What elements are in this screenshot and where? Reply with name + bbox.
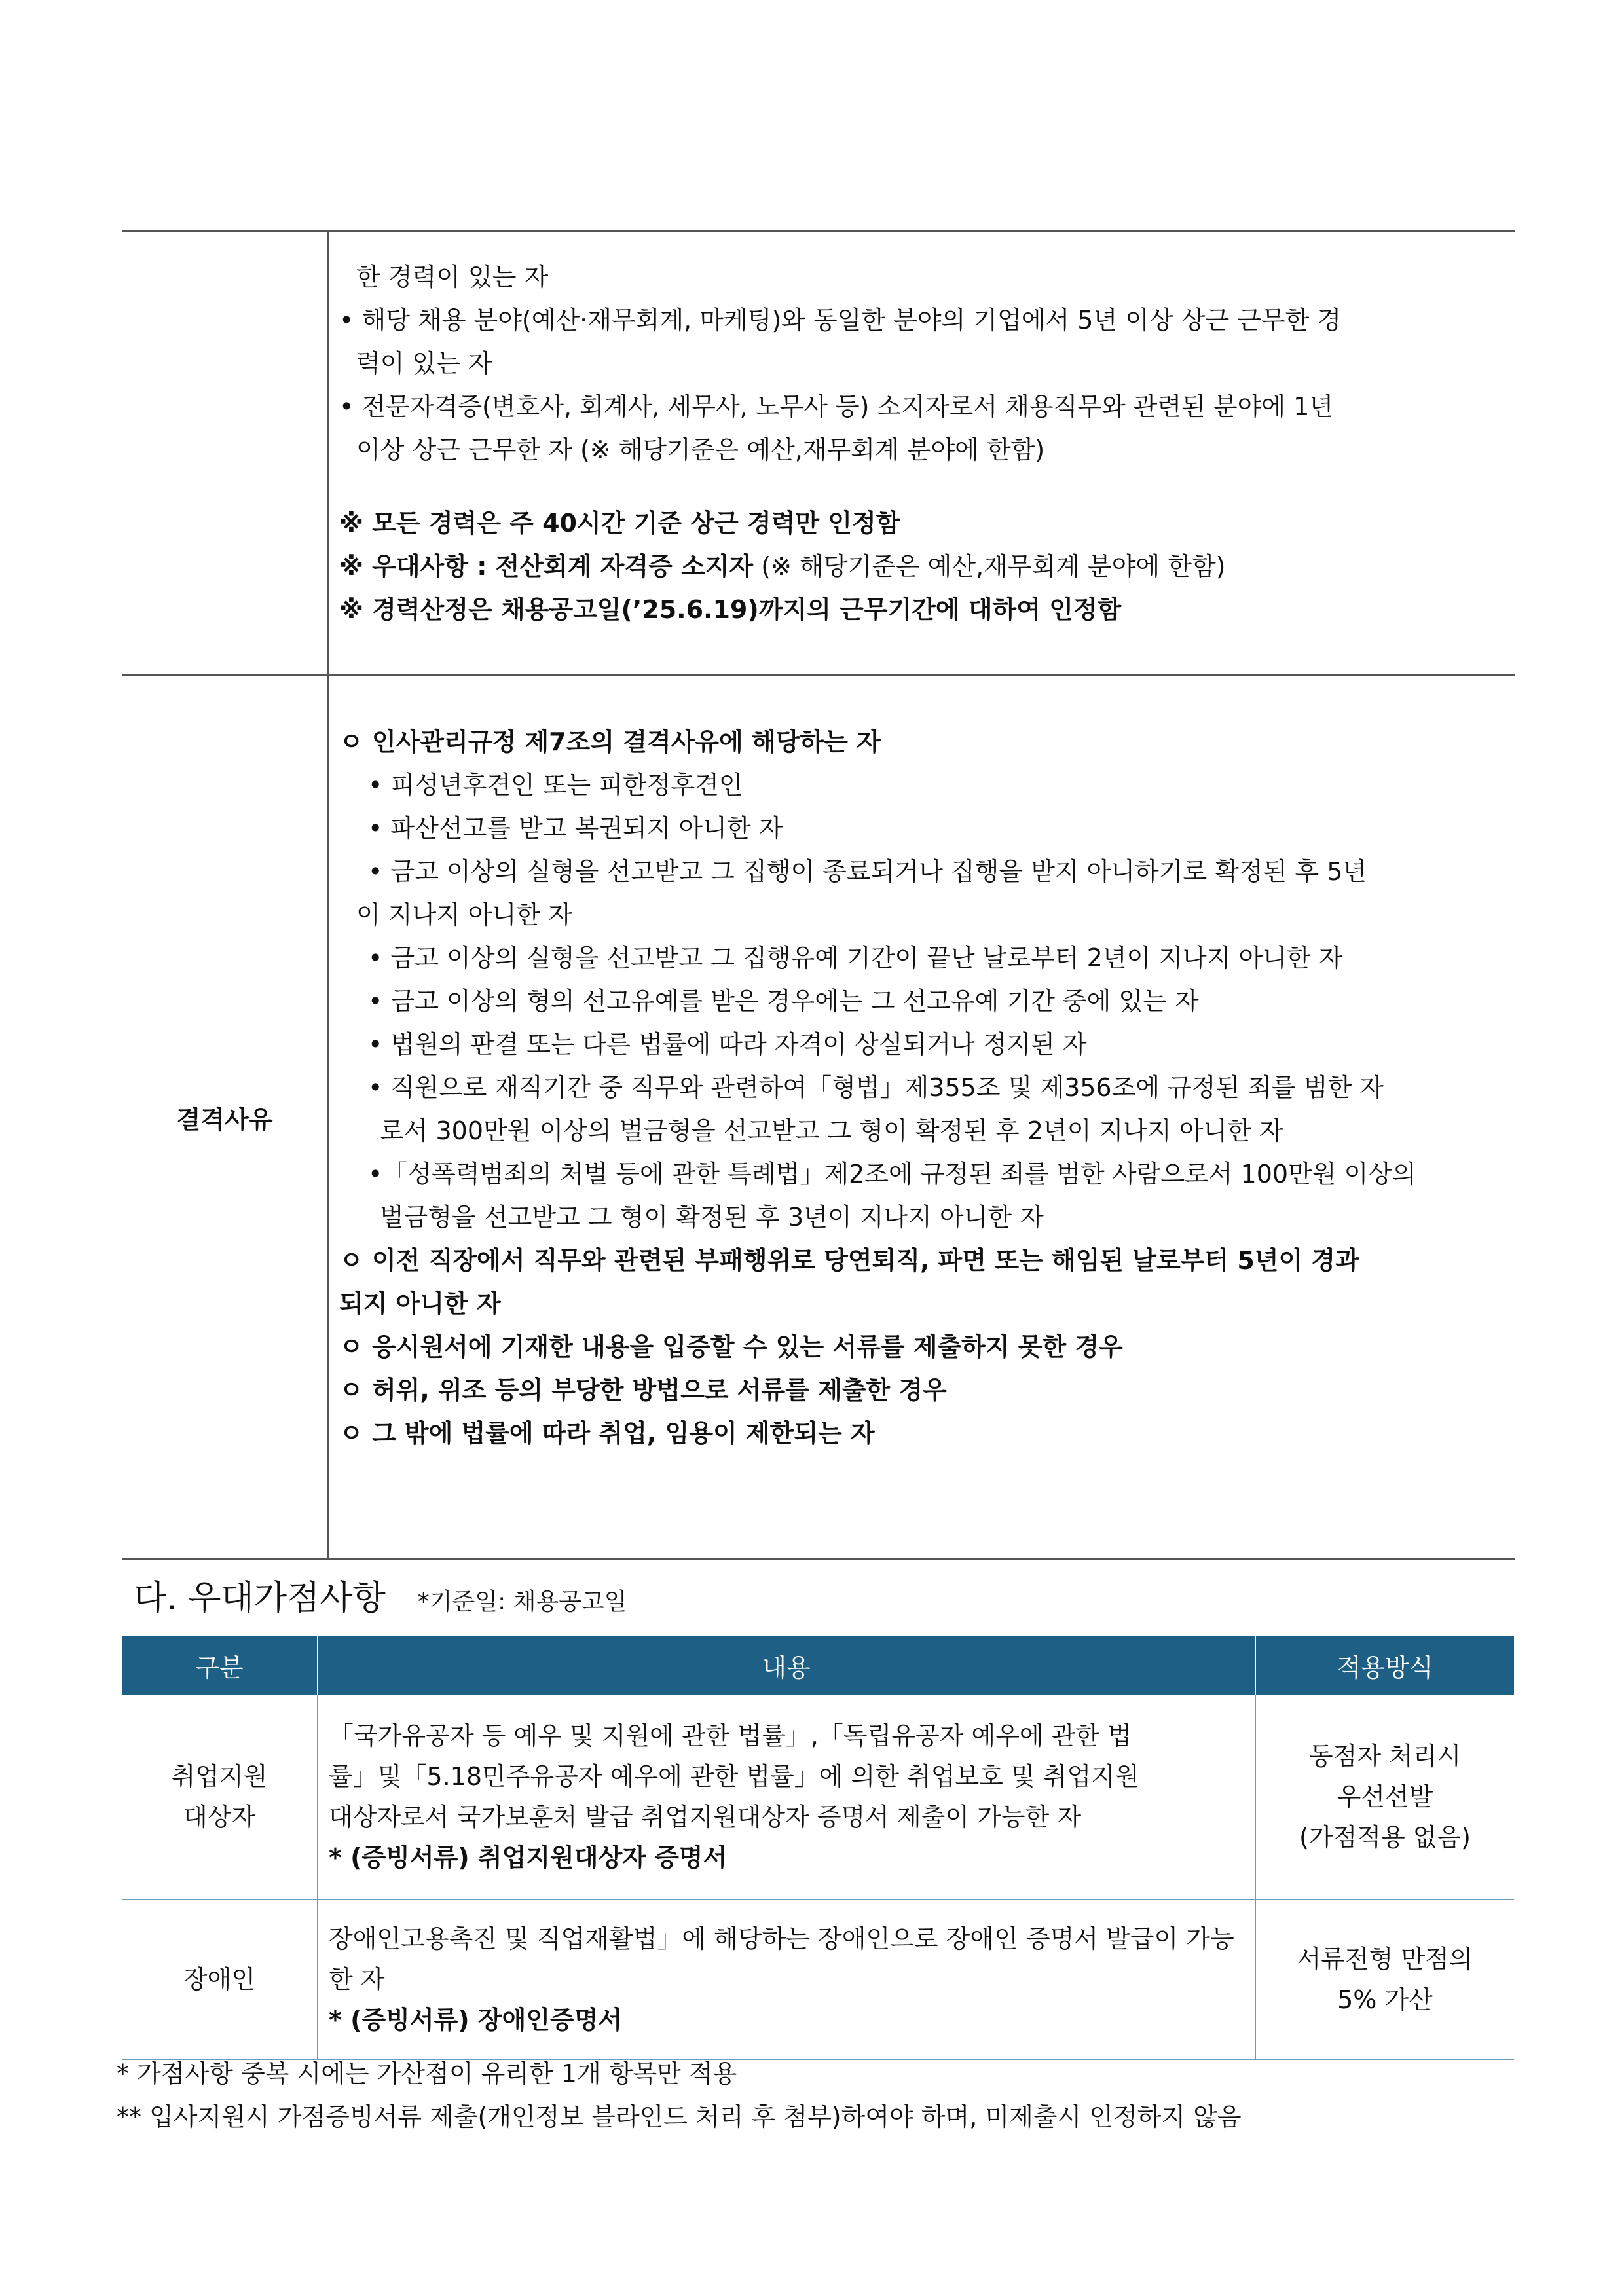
disqualification-sub-item: •「성폭력범죄의 처벌 등에 관한 특례법」제2조에 규정된 죄를 범한 사람으로서 100만원 이상의 [368,1160,1416,1188]
disqualification-main-item: ㅇ 그 밖에 법률에 따라 취업, 임용이 제한되는 자 [339,1419,875,1448]
disqualification-content [328,675,1515,1559]
disqualification-sub-item: • 금고 이상의 형의 선고유예를 받은 경우에는 그 선고유예 기간 중에 있는 자 [368,987,1199,1016]
disqualification-main-item: ㅇ 허위, 위조 등의 부당한 방법으로 서류를 제출한 경우 [339,1376,947,1405]
row-content: 장애인고용촉진 및 직업재활법」에 해당하는 장애인으로 장애인 증명서 발급이 가능 한 자 * (증빙서류) 장애인증명서 [318,1900,1255,2059]
disqualification-sub-item: 벌금형을 선고받고 그 형이 확정된 후 3년이 지나지 아니한 자 [380,1203,1044,1232]
header-category: 구분 [122,1636,318,1695]
qualification-content [328,231,1515,675]
preference-note: ※ 우대사항 : 전산회계 자격증 소지자 (※ 해당기준은 예산,재무회계 분야에 한함) [339,552,1226,581]
row-method: 서류전형 만점의 5% 가산 [1255,1900,1514,2059]
requirements-table [122,230,1515,1560]
qualification-row [122,231,1515,675]
disqualification-row [122,675,1515,1559]
disqualification-sub-item: 로서 300만원 이상의 벌금형을 선고받고 그 형이 확정된 후 2년이 지나지 아니한 자 [380,1116,1283,1145]
qualification-line: 한 경력이 있는 자 [356,263,549,291]
bullet-icon: • [339,306,362,335]
bullet-icon: • [339,392,362,421]
disqualification-sub-item: • 피성년후견인 또는 피한정후견인 [368,771,743,799]
row-evidence: * (증빙서류) 장애인증명서 [329,2006,623,2034]
qualification-line: • 해당 채용 분야(예산·재무회계, 마케팅)와 동일한 분야의 기업에서 5년 이상 상근 근무한 경 [339,306,1342,335]
header-content: 내용 [318,1636,1255,1695]
qualification-label-cell [122,231,328,675]
row-category: 장애인 [122,1900,318,2059]
section-title: 다. 우대가점사항 [134,1579,386,1618]
disqualification-main-item: ㅇ 이전 직장에서 직무와 관련된 부패행위로 당연퇴직, 파면 또는 해임된 날로부터 5년이 경과 [339,1246,1359,1275]
disqualification-sub-item: • 금고 이상의 실형을 선고받고 그 집행유예 기간이 끝난 날로부터 2년이 지나지 아니한 자 [368,944,1343,972]
row-method: 동점자 처리시 우선선발 (가점적용 없음) [1255,1695,1514,1900]
preference-table-header [122,1636,1514,1695]
qualification-line: 력이 있는 자 [356,349,492,378]
disqualification-label: 결격사유 [122,675,328,1559]
table-row [122,1900,1514,2059]
table-row [122,1695,1514,1900]
disqualification-main-item: ㅇ 응시원서에 기재한 내용을 입증할 수 있는 서류를 제출하지 못한 경우 [339,1332,1123,1361]
row-evidence: * (증빙서류) 취업지원대상자 증명서 [329,1843,728,1872]
disqualification-main-item: ㅇ 인사관리규정 제7조의 결격사유에 해당하는 자 [339,727,881,756]
qualification-note: ※ 경력산정은 채용공고일(’25.6.19)까지의 근무기간에 대하여 인정함 [339,595,1122,624]
footnote: * 가점사항 중복 시에는 가산점이 유리한 1개 항목만 적용 [117,2059,737,2088]
disqualification-sub-item: 이 지나지 아니한 자 [356,900,572,929]
disqualification-sub-item: • 법원의 판결 또는 다른 법률에 따라 자격이 상실되거나 정지된 자 [368,1030,1087,1059]
section-heading [134,1570,627,1619]
row-category: 취업지원 대상자 [122,1695,318,1900]
disqualification-sub-item: • 금고 이상의 실형을 선고받고 그 집행이 종료되거나 집행을 받지 아니하기로 확정된 후 5년 [368,857,1367,886]
disqualification-sub-item: • 파산선고를 받고 복권되지 아니한 자 [368,814,783,843]
qualification-line: • 전문자격증(변호사, 회계사, 세무사, 노무사 등) 소지자로서 채용직무와 관련된 분야에 1년 [339,392,1334,421]
row-content: 「국가유공자 등 예우 및 지원에 관한 법률」,「독립유공자 예우에 관한 법 률」및「5.18민주유공자 예우에 관한 법률」에 의한 취업보호 및 취업지원 대상자로서 국가보훈처 발급 취업지원대상자 증명서 제출이 가능한 자 * (증빙서류) 취업지원대상자 증명서 [318,1695,1255,1900]
preference-table [122,1636,1514,2060]
header-method: 적용방식 [1255,1636,1514,1695]
disqualification-sub-item: • 직원으로 재직기간 중 직무와 관련하여「형법」제355조 및 제356조에 규정된 죄를 범한 자 [368,1073,1384,1102]
section-note: *기준일: 채용공고일 [417,1588,627,1615]
qualification-line: 이상 상근 근무한 자 (※ 해당기준은 예산,재무회계 분야에 한함) [356,435,1045,464]
disqualification-main-item: 되지 아니한 자 [339,1289,501,1318]
footnote: ** 입사지원시 가점증빙서류 제출(개인정보 블라인드 처리 후 첨부)하여야 하며, 미제출시 인정하지 않음 [117,2102,1242,2131]
qualification-note: ※ 모든 경력은 주 40시간 기준 상근 경력만 인정함 [339,509,900,538]
